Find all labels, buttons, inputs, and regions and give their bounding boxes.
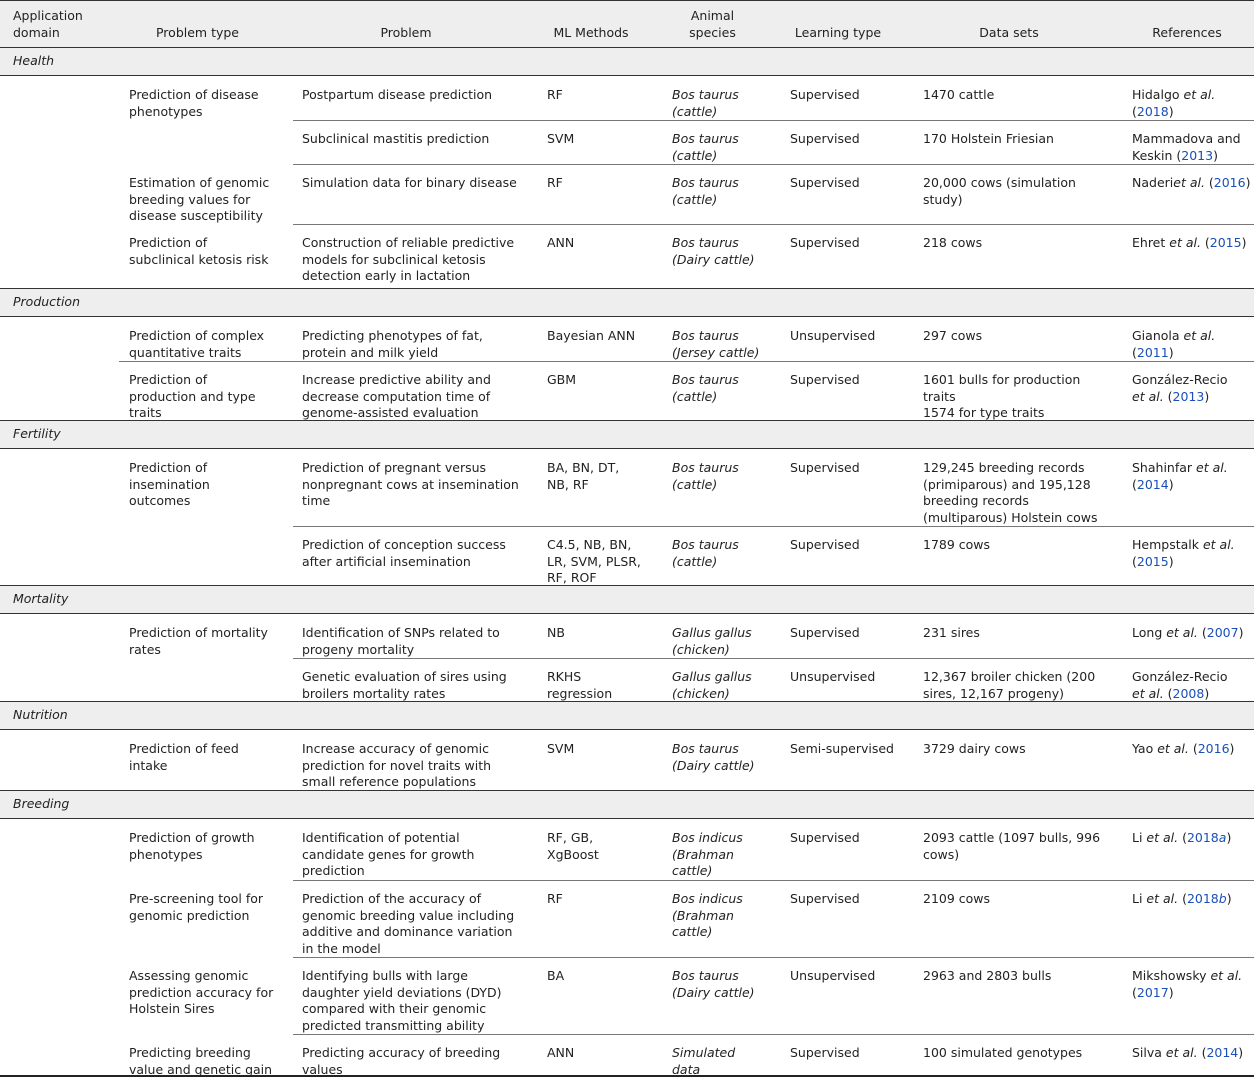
cell-species: Bos taurus (Dairy cattle) [672, 235, 755, 267]
domain-group [0, 449, 1254, 586]
cell-learning: Supervised [790, 372, 860, 387]
row-divider [293, 120, 1254, 121]
header-ml-methods: ML Methods [553, 25, 629, 40]
reference-year-link[interactable]: 2016 [1197, 741, 1230, 756]
cell-type: Predicting breeding value and genetic gain [129, 1045, 273, 1077]
reference-et-al: et al. [1132, 685, 1164, 701]
cell-method: NB [547, 625, 565, 640]
cell-problem: Prediction of the accuracy of genomic breeding value including additive and dominance variation in the model [302, 891, 515, 956]
reference-paren-open: ( [1163, 685, 1173, 701]
reference-et-al: et al. [1157, 741, 1189, 756]
header-references: References [1152, 25, 1222, 40]
cell-data: 1601 bulls for production traits 1574 for type traits [923, 372, 1081, 421]
reference-paren-open: ( [1132, 344, 1137, 360]
reference-et-al: et al. [1183, 87, 1216, 102]
reference-author: Yao [1132, 741, 1158, 756]
reference-paren-open: ( [1132, 984, 1137, 1000]
cell-problem: Identification of SNPs related to progeny mortality [302, 625, 500, 657]
cell-species: Bos taurus (cattle) [672, 131, 739, 163]
row-divider [293, 164, 1254, 165]
cell-data: 218 cows [923, 235, 983, 250]
reference-author: Hempstalk [1132, 537, 1203, 552]
cell-learning: Supervised [790, 830, 860, 845]
header-problem-type: Problem type [155, 25, 239, 40]
reference-year-link[interactable]: 2014 [1136, 476, 1169, 492]
cell-reference [1132, 669, 1228, 702]
cell-learning: Supervised [790, 175, 860, 190]
reference-paren-open: ( [1132, 476, 1137, 492]
reference-et-al: et al. [1146, 891, 1179, 906]
reference-paren-close: ) [1241, 235, 1247, 250]
cell-type: Prediction of insemination outcomes [129, 460, 210, 509]
cell-type: Prediction of complex quantitative traits [129, 328, 265, 360]
cell-problem: Identifying bulls with large daughter yield deviations (DYD) compared with their genomic predicted transmitting ability [302, 968, 502, 1033]
cell-problem: Prediction of pregnant versus nonpregnant cows at insemination time [302, 460, 519, 509]
reference-year-link[interactable]: 2018 [1136, 103, 1169, 119]
reference-year-link[interactable]: 2011 [1136, 344, 1169, 360]
reference-paren-close: ) [1168, 476, 1174, 492]
reference-year-link[interactable]: 2015 [1209, 235, 1242, 250]
table-header [0, 0, 1254, 48]
row-divider [293, 224, 1254, 225]
reference-year-link[interactable]: 2014 [1206, 1045, 1239, 1060]
cell-reference [1132, 131, 1241, 164]
reference-et-al: et al. [1183, 328, 1216, 343]
domain-row [0, 791, 1254, 819]
reference-author: Naderi [1132, 175, 1174, 190]
cell-learning: Supervised [790, 235, 860, 250]
cell-reference [1132, 372, 1228, 405]
cell-species: Simulated data [672, 1045, 736, 1077]
cell-method: BA [547, 968, 565, 983]
cell-species: Gallus gallus (chicken) [672, 625, 752, 657]
domain-row [0, 586, 1254, 614]
domain-row [0, 421, 1254, 449]
cell-species: Bos indicus (Brahman cattle) [672, 891, 743, 940]
reference-et-al: et al. [1132, 388, 1164, 404]
cell-species: Gallus gallus (chicken) [672, 669, 752, 701]
cell-learning: Supervised [790, 87, 860, 102]
reference-paren-close: ) [1168, 984, 1174, 1000]
reference-paren-open: ( [1178, 830, 1187, 845]
cell-method: GBM [547, 372, 577, 387]
reference-author: González-Recio [1132, 372, 1228, 387]
cell-data: 1470 cattle [923, 87, 995, 102]
reference-paren-open: ( [1178, 891, 1187, 906]
reference-year-link[interactable]: 2013 [1181, 147, 1214, 163]
cell-data: 2093 cattle (1097 bulls, 996 cows) [923, 830, 1101, 862]
domain-group [0, 730, 1254, 791]
cell-data: 2963 and 2803 bulls [923, 968, 1052, 983]
cell-type: Assessing genomic prediction accuracy for Holstein Sires [129, 968, 274, 1017]
reference-author: Mammadova and Keskin ( [1132, 131, 1241, 163]
reference-paren-open: ( [1197, 625, 1207, 640]
cell-data: 3729 dairy cows [923, 741, 1026, 756]
domain-row [0, 48, 1254, 76]
cell-learning: Supervised [790, 625, 860, 640]
header-data-sets: Data sets [979, 25, 1039, 40]
cell-reference [1132, 175, 1250, 192]
cell-learning: Supervised [790, 460, 860, 475]
reference-year-link[interactable]: 2007 [1206, 625, 1239, 640]
reference-paren-close: ) [1168, 553, 1174, 569]
cell-data: 231 sires [923, 625, 980, 640]
reference-paren-open: ( [1188, 741, 1198, 756]
cell-problem: Increase predictive ability and decrease computation time of genome-assisted evaluation [302, 372, 491, 421]
cell-method: ANN [547, 235, 575, 250]
cell-learning: Supervised [790, 537, 860, 552]
domain-label: Breeding [13, 796, 70, 811]
cell-learning: Supervised [790, 891, 860, 906]
cell-data: 2109 cows [923, 891, 991, 906]
cell-method: C4.5, NB, BN, LR, SVM, PLSR, RF, ROF [547, 537, 641, 586]
row-divider [293, 526, 1254, 527]
cell-reference [1132, 328, 1215, 361]
cell-problem: Identification of potential candidate genes for growth prediction [302, 830, 475, 879]
reference-paren-open: ( [1163, 388, 1173, 404]
cell-species: Bos taurus (Dairy cattle) [672, 741, 755, 773]
cell-method: RF, GB, XgBoost [547, 830, 599, 862]
header-application-domain: Application domain [13, 8, 83, 40]
cell-method: SVM [547, 741, 575, 756]
reference-et-al: et al. [1146, 830, 1179, 845]
cell-data: 12,367 broiler chicken (200 sires, 12,167 progeny) [923, 669, 1096, 701]
header-problem: Problem [380, 25, 432, 40]
cell-data: 20,000 cows (simulation study) [923, 175, 1076, 207]
reference-year-link[interactable]: 2016 [1213, 175, 1246, 190]
reference-year-link[interactable]: 2013 [1172, 388, 1205, 404]
reference-paren-open: ( [1132, 553, 1137, 569]
cell-method: RF [547, 175, 563, 190]
cell-data: 129,245 breeding records (primiparous) and 195,128 breeding records (multiparous) Holstein cows [923, 460, 1098, 525]
reference-paren-close: ) [1238, 625, 1244, 640]
header-learning-type: Learning type [794, 25, 882, 40]
domain-label: Fertility [13, 426, 61, 441]
cell-method: RKHS regression [547, 669, 613, 701]
cell-type: Prediction of growth phenotypes [129, 830, 255, 862]
reference-et-al: et al. [1169, 235, 1201, 250]
cell-species: Bos taurus (Dairy cattle) [672, 968, 755, 1000]
reference-paren-close: ) [1226, 891, 1232, 906]
cell-data: 297 cows [923, 328, 983, 343]
cell-type: Prediction of mortality rates [129, 625, 268, 657]
domain-group [0, 614, 1254, 702]
cell-reference [1132, 235, 1246, 252]
cell-reference [1132, 537, 1235, 570]
cell-type: Prediction of production and type traits [129, 372, 256, 421]
reference-year-link[interactable]: 2008 [1172, 685, 1205, 701]
cell-type: Estimation of genomic breeding values for disease susceptibility [129, 175, 270, 224]
cell-reference [1132, 1045, 1243, 1062]
reference-paren-close: ) [1168, 344, 1174, 360]
reference-author: Hidalgo [1132, 87, 1184, 102]
cell-type: Prediction of disease phenotypes [129, 87, 259, 119]
reference-paren-close: ) [1238, 1045, 1244, 1060]
reference-author: Li [1132, 830, 1147, 845]
cell-reference [1132, 891, 1232, 908]
cell-data: 100 simulated genotypes [923, 1045, 1083, 1060]
reference-year-link[interactable]: 2018a [1186, 830, 1227, 845]
domain-row [0, 289, 1254, 317]
cell-species: Bos taurus (cattle) [672, 175, 739, 207]
reference-year-link[interactable]: 2017 [1136, 984, 1169, 1000]
reference-et-al: et al. [1173, 175, 1205, 190]
cell-type: Prediction of feed intake [129, 741, 239, 773]
cell-learning: Unsupervised [790, 968, 876, 983]
header-animal-species: Animal species [689, 8, 736, 40]
cell-problem: Construction of reliable predictive models for subclinical ketosis detection early in lactation [302, 235, 515, 284]
cell-reference [1132, 741, 1234, 758]
cell-type: Prediction of subclinical ketosis risk [129, 235, 269, 267]
cell-reference [1132, 87, 1215, 120]
cell-problem: Postpartum disease prediction [302, 87, 493, 102]
cell-learning: Supervised [790, 131, 860, 146]
cell-learning: Supervised [790, 1045, 860, 1060]
cell-species: Bos taurus (cattle) [672, 372, 739, 404]
cell-problem: Predicting phenotypes of fat, protein and milk yield [302, 328, 483, 360]
domain-group [0, 76, 1254, 289]
cell-species: Bos indicus (Brahman cattle) [672, 830, 743, 879]
cell-problem: Simulation data for binary disease [302, 175, 517, 190]
cell-method: RF [547, 87, 563, 102]
cell-data: 170 Holstein Friesian [923, 131, 1054, 146]
reference-author: Li [1132, 891, 1147, 906]
cell-method: RF [547, 891, 563, 906]
reference-paren-close: ) [1204, 685, 1210, 701]
cell-species: Bos taurus (cattle) [672, 460, 739, 492]
domain-label: Mortality [13, 591, 69, 606]
reference-paren-open: ( [1197, 1045, 1207, 1060]
cell-method: Bayesian ANN [547, 328, 636, 343]
cell-problem: Increase accuracy of genomic prediction for novel traits with small reference populations [302, 741, 492, 790]
reference-et-al: et al. [1165, 1045, 1198, 1060]
domain-label: Nutrition [13, 707, 68, 722]
domain-group [0, 317, 1254, 421]
cell-method: SVM [547, 131, 575, 146]
cell-reference [1132, 460, 1228, 493]
cell-method: ANN [547, 1045, 575, 1060]
row-divider [293, 880, 1254, 881]
cell-problem: Predicting accuracy of breeding values [302, 1045, 501, 1077]
reference-author: Ehret [1132, 235, 1170, 250]
cell-reference [1132, 968, 1242, 1001]
domain-group [0, 819, 1254, 1077]
reference-year-link[interactable]: 2018b [1186, 891, 1227, 906]
reference-year-link[interactable]: 2015 [1136, 553, 1169, 569]
cell-reference [1132, 625, 1243, 642]
cell-problem: Genetic evaluation of sires using broilers mortality rates [302, 669, 507, 701]
domain-label: Production [13, 294, 80, 309]
cell-method: BA, BN, DT, NB, RF [547, 460, 620, 492]
reference-author: González-Recio [1132, 669, 1228, 684]
cell-problem: Prediction of conception success after artificial insemination [302, 537, 506, 569]
reference-paren-open: ( [1132, 103, 1137, 119]
cell-learning: Unsupervised [790, 328, 876, 343]
domain-row [0, 702, 1254, 730]
cell-data: 1789 cows [923, 537, 991, 552]
reference-paren-open: ( [1200, 235, 1210, 250]
cell-species: Bos taurus (Jersey cattle) [672, 328, 760, 360]
cell-learning: Unsupervised [790, 669, 876, 684]
reference-paren-close: ) [1226, 830, 1232, 845]
cell-species: Bos taurus (cattle) [672, 87, 739, 119]
cell-species: Bos taurus (cattle) [672, 537, 739, 569]
cell-learning: Semi-supervised [790, 741, 894, 756]
reference-paren-close: ) [1204, 388, 1210, 404]
reference-paren-open: ( [1204, 175, 1214, 190]
reference-et-al: et al. [1202, 537, 1235, 552]
reference-paren-close: ) [1213, 147, 1218, 163]
reference-author: Mikshowsky [1132, 968, 1211, 983]
reference-et-al: et al. [1196, 460, 1228, 475]
table-body [0, 48, 1254, 1077]
reference-author: Shahinfar [1132, 460, 1197, 475]
reference-author: Silva [1132, 1045, 1166, 1060]
cell-type: Pre-screening tool for genomic prediction [129, 891, 264, 923]
reference-et-al: et al. [1166, 625, 1198, 640]
domain-label: Health [13, 53, 55, 68]
reference-paren-close: ) [1168, 103, 1174, 119]
cell-problem: Subclinical mastitis prediction [302, 131, 490, 146]
reference-et-al: et al. [1210, 968, 1243, 983]
reference-paren-close: ) [1245, 175, 1251, 190]
reference-author: Long [1132, 625, 1167, 640]
reference-author: Gianola [1132, 328, 1184, 343]
reference-paren-close: ) [1229, 741, 1235, 756]
cell-reference [1132, 830, 1231, 847]
